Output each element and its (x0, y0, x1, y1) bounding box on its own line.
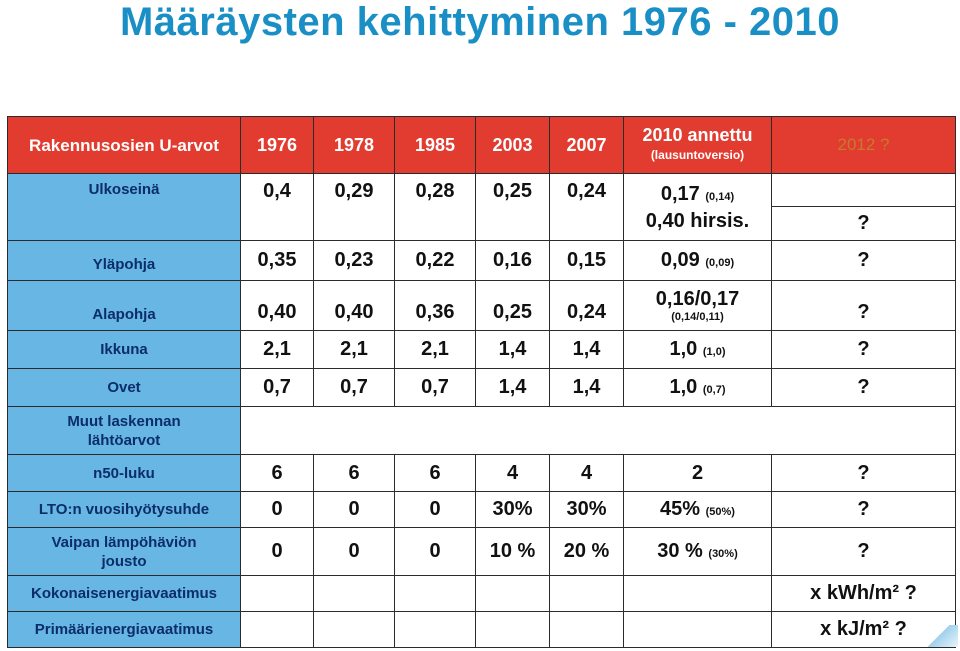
cell-n50-future: ? (772, 455, 956, 492)
cell-kokonais-2010 (624, 576, 772, 612)
row-label-alapohja: Alapohja (8, 281, 241, 331)
cell-primaari-1985 (395, 612, 476, 648)
cell-n50-1976: 6 (241, 455, 314, 492)
row-label-primaari: Primäärienergiavaatimus (8, 612, 241, 648)
cell-n50-2007: 4 (550, 455, 624, 492)
cell-ulkoseina-2010 (624, 174, 772, 241)
cell-primaari-future: x kJ/m² ? (772, 612, 956, 648)
row-label-ylapohja: Yläpohja (8, 241, 241, 281)
header-year-1985: 1985 (395, 117, 476, 174)
cell-kokonais-2007 (550, 576, 624, 612)
cell-lto-1985: 0 (395, 492, 476, 528)
header-row (8, 117, 956, 174)
cell-ylapohja-2007: 0,15 (550, 241, 624, 281)
cell-vaippa-2010-note: (30%) (708, 548, 738, 560)
cell-lto-2010-note: (50%) (705, 506, 735, 518)
table-row-lto (8, 492, 956, 528)
cell-kokonais-1978 (314, 576, 395, 612)
header-year-2010 (624, 117, 772, 174)
table-row-primaari (8, 612, 956, 648)
cell-ikkuna-1985: 2,1 (395, 331, 476, 369)
cell-ikkuna-1978: 2,1 (314, 331, 395, 369)
cell-ovet-2010 (624, 369, 772, 407)
cell-kokonais-1976 (241, 576, 314, 612)
header-2010-label: 2010 annettu (642, 125, 753, 145)
cell-vaippa-2003: 10 % (476, 528, 550, 576)
cell-primaari-2003 (476, 612, 550, 648)
cell-ylapohja-1978: 0,23 (314, 241, 395, 281)
cell-primaari-1978 (314, 612, 395, 648)
header-future: 2012 ? (772, 117, 956, 174)
cell-alapohja-1978: 0,40 (314, 281, 395, 331)
row-label-ikkuna: Ikkuna (8, 331, 241, 369)
cell-ulkoseina-2010-value: 0,17 (660, 182, 700, 205)
regulations-table-container (7, 116, 955, 646)
table-row-ovet (8, 369, 956, 407)
cell-ovet-future: ? (772, 369, 956, 407)
cell-vaippa-2010 (624, 528, 772, 576)
cell-primaari-2010 (624, 612, 772, 648)
cell-ylapohja-2010 (624, 241, 772, 281)
slide-corner-decoration (924, 625, 958, 647)
cell-lto-future: ? (772, 492, 956, 528)
cell-ovet-2010-value: 1,0 (669, 376, 698, 398)
cell-ovet-1985: 0,7 (395, 369, 476, 407)
cell-ulkoseina-1978: 0,29 (314, 174, 395, 241)
cell-n50-1985: 6 (395, 455, 476, 492)
row-label-muut: Muut laskennan lähtöarvot (8, 407, 241, 455)
cell-alapohja-1976: 0,40 (241, 281, 314, 331)
row-label-n50: n50-luku (8, 455, 241, 492)
cell-ulkoseina-future-blank (772, 174, 956, 207)
cell-n50-2010: 2 (624, 455, 772, 492)
cell-primaari-1976 (241, 612, 314, 648)
table-row-alapohja (8, 281, 956, 331)
row-label-ulkoseina: Ulkoseinä (8, 174, 241, 241)
cell-ikkuna-2010-note: (1,0) (702, 346, 726, 358)
cell-vaippa-1976: 0 (241, 528, 314, 576)
header-year-1976: 1976 (241, 117, 314, 174)
table-row-kokonais (8, 576, 956, 612)
cell-ylapohja-2010-value: 0,09 (660, 249, 700, 271)
cell-ikkuna-1976: 2,1 (241, 331, 314, 369)
cell-ylapohja-2010-note: (0,09) (705, 257, 735, 269)
cell-ulkoseina-1985: 0,28 (395, 174, 476, 241)
cell-vaippa-1985: 0 (395, 528, 476, 576)
cell-alapohja-2003: 0,25 (476, 281, 550, 331)
cell-ikkuna-2010-value: 1,0 (669, 338, 698, 360)
cell-muut-empty (241, 407, 956, 455)
cell-ylapohja-1985: 0,22 (395, 241, 476, 281)
cell-lto-2007: 30% (550, 492, 624, 528)
cell-ylapohja-1976: 0,35 (241, 241, 314, 281)
cell-n50-2003: 4 (476, 455, 550, 492)
cell-alapohja-2007: 0,24 (550, 281, 624, 331)
regulations-table (7, 116, 956, 648)
row-label-vaippa: Vaipan lämpöhäviön jousto (8, 528, 241, 576)
cell-ovet-1978: 0,7 (314, 369, 395, 407)
cell-ikkuna-2003: 1,4 (476, 331, 550, 369)
cell-ulkoseina-2007: 0,24 (550, 174, 624, 241)
cell-ikkuna-2010 (624, 331, 772, 369)
cell-ulkoseina-1976: 0,4 (241, 174, 314, 241)
cell-ulkoseina-future: ? (772, 207, 956, 241)
header-year-2007: 2007 (550, 117, 624, 174)
cell-ovet-2007: 1,4 (550, 369, 624, 407)
cell-ovet-2003: 1,4 (476, 369, 550, 407)
table-row-n50 (8, 455, 956, 492)
cell-ovet-2010-note: (0,7) (702, 384, 726, 396)
table-row-ikkuna (8, 331, 956, 369)
cell-n50-1978: 6 (314, 455, 395, 492)
table-row-muut (8, 407, 956, 455)
cell-ylapohja-future: ? (772, 241, 956, 281)
cell-alapohja-1985: 0,36 (395, 281, 476, 331)
cell-alapohja-2010-note: (0,14/0,11) (671, 310, 724, 323)
cell-vaippa-1978: 0 (314, 528, 395, 576)
row-label-ovet: Ovet (8, 369, 241, 407)
header-year-1978: 1978 (314, 117, 395, 174)
row-label-kokonais: Kokonaisenergiavaatimus (8, 576, 241, 612)
cell-kokonais-2003 (476, 576, 550, 612)
cell-vaippa-2010-value: 30 % (657, 540, 703, 562)
cell-vaippa-2007: 20 % (550, 528, 624, 576)
cell-lto-2003: 30% (476, 492, 550, 528)
cell-lto-2010 (624, 492, 772, 528)
cell-alapohja-future: ? (772, 281, 956, 331)
header-2010-sub: (lausuntoversio) (650, 148, 745, 162)
header-corner-label: Rakennusosien U-arvot (8, 117, 241, 174)
cell-ulkoseina-2010-extra: 0,40 hirsis. (645, 209, 750, 232)
cell-ylapohja-2003: 0,16 (476, 241, 550, 281)
cell-primaari-2007 (550, 612, 624, 648)
cell-ulkoseina-2003: 0,25 (476, 174, 550, 241)
cell-lto-1978: 0 (314, 492, 395, 528)
cell-ikkuna-future: ? (772, 331, 956, 369)
cell-kokonais-future: x kWh/m² ? (772, 576, 956, 612)
cell-lto-1976: 0 (241, 492, 314, 528)
cell-ulkoseina-2010-note: (0,14) (705, 190, 735, 203)
header-year-2003: 2003 (476, 117, 550, 174)
table-row-vaippa (8, 528, 956, 576)
table-row-ulkoseina (8, 174, 956, 207)
cell-alapohja-2010 (624, 281, 772, 331)
cell-ikkuna-2007: 1,4 (550, 331, 624, 369)
table-row-ylapohja (8, 241, 956, 281)
row-label-lto: LTO:n vuosihyötysuhde (8, 492, 241, 528)
cell-alapohja-2010-value: 0,16/0,17 (655, 287, 740, 310)
cell-ovet-1976: 0,7 (241, 369, 314, 407)
page-title: Määräysten kehittyminen 1976 - 2010 (119, 0, 841, 44)
cell-kokonais-1985 (395, 576, 476, 612)
cell-lto-2010-value: 45% (660, 498, 701, 520)
cell-vaippa-future: ? (772, 528, 956, 576)
